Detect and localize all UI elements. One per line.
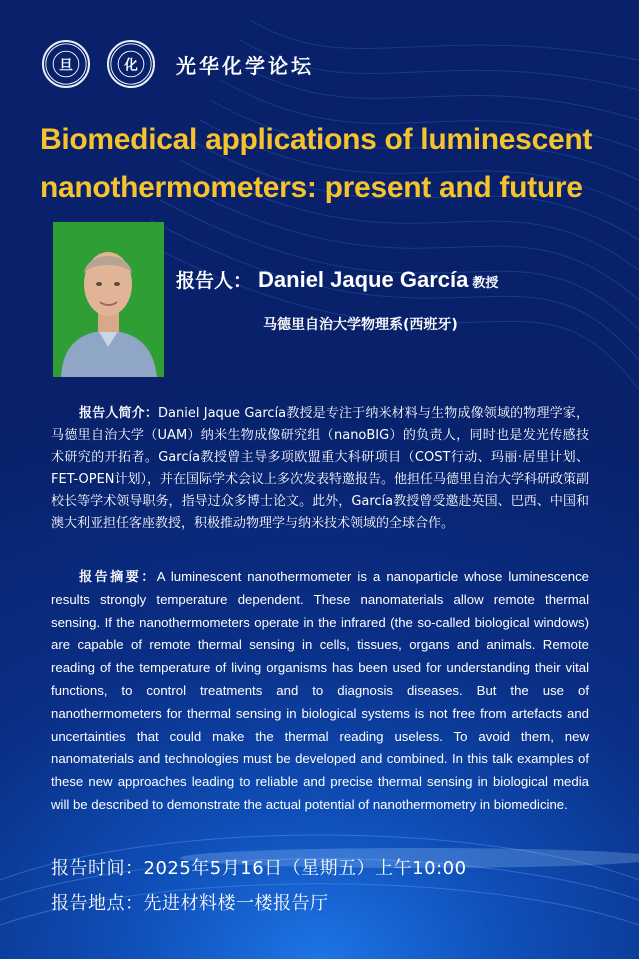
speaker-label: 报告人： <box>176 270 253 292</box>
talk-title: Biomedical applications of luminescent nanothermometers: present and future <box>40 123 593 204</box>
bio-text: Daniel Jaque García教授是专注于纳米材料与生物成像领域的物理学家，马德里自治大学（UAM）纳米生物成像研究组（nanoBIG）的负责人，同时也是发光传感技术研究的开拓者。García教授曾主导多项欧盟重大科研项目（COST行动、玛丽·居里计划、FET-OPEN计划），并在国际学术会议上多次发表特邀报告。他担任马德里自治大学科研政策副校长等学术领导职务，指导过众多博士论文。此外，García教授曾受邀赴英国、巴西、中国和澳大利亚担任客座教授，积极推动物理学与纳米技术领域的全球合作。 <box>51 406 590 531</box>
speaker-bio <box>51 403 589 535</box>
abstract-text: A luminescent nanothermometer is a nanoparticle whose luminescence results strongly temperature dependent. These nanomaterials allow remote thermal sensing. If the nanothermometers operate in the infrared (the so-called biological windows) are capable of remote thermal sensing in cells, tissues, organs and animals. Remote reading of the temperature of living organisms has been used for understanding their vital functions, to control treatments and to diagnosis diseases. But the use of nanothermometers for thermal sensing in biological systems is not free from artefacts and uncertainties that could make the thermal reading useless. To avoid them, new nanomaterials and technologies must be developed and combined. In this talk examples of these new approaches leading to reliable and precise thermal sensing in biological media will be described to demonstrate the actual potential of nanothermometry in biomedicine. <box>51 569 589 812</box>
svg-text:旦: 旦 <box>59 57 73 74</box>
bio-label: 报告人简介： <box>79 406 158 421</box>
speaker-affiliation: 马德里自治大学物理系(西班牙) <box>263 317 458 333</box>
talk-place <box>51 889 329 915</box>
place-value: 先进材料楼一楼报告厅 <box>143 893 329 914</box>
fudan-chemistry-logo <box>107 40 155 88</box>
place-label: 报告地点： <box>51 893 144 914</box>
forum-title: 光华化学论坛 <box>176 54 314 78</box>
speaker-photo <box>53 222 164 377</box>
talk-abstract <box>51 566 589 817</box>
speaker-line <box>176 266 498 293</box>
abstract-label: 报告摘要： <box>79 569 157 584</box>
speaker-name: Daniel Jaque García <box>258 267 469 292</box>
svg-text:化: 化 <box>124 57 138 74</box>
time-value: 2025年5月16日（星期五）上午10:00 <box>143 858 467 879</box>
fudan-university-logo <box>42 40 90 88</box>
speaker-title: 教授 <box>472 276 499 291</box>
time-label: 报告时间： <box>51 858 144 879</box>
talk-time <box>51 854 467 880</box>
